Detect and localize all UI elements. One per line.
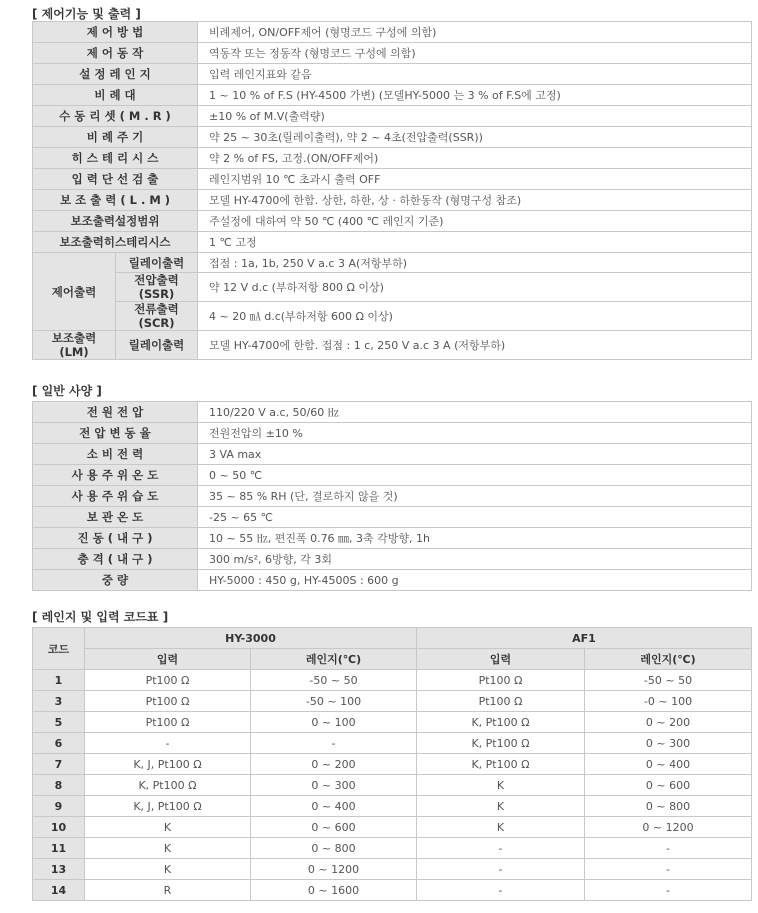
spec-label: 사 용 주 위 습 도 [33,486,198,507]
code-cell: 3 [33,691,85,712]
spec-row [33,570,752,591]
spec-row [33,232,752,253]
spec-label: 보 조 출 력 ( L . M ) [33,190,198,211]
range-code-table [32,627,752,901]
spec-value: 10 ~ 55 ㎐, 편진폭 0.76 ㎜, 3축 각방향, 1h [198,528,752,549]
spec-label-control-output: 제어출력 [33,253,116,331]
spec-value: 약 2 % of FS, 고정.(ON/OFF제어) [198,148,752,169]
spec-label: 비 례 주 기 [33,127,198,148]
code-cell: 8 [33,775,85,796]
table-row [33,880,752,901]
spec-row [33,169,752,190]
spec-value: 전원전압의 ±10 % [198,423,752,444]
spec-sublabel [116,302,198,331]
table-cell: - [585,859,752,880]
table-cell: 0 ~ 600 [585,775,752,796]
spec-value: 모델 HY-4700에 한함. 접점 : 1 c, 250 V a.c 3 A (저항부하) [198,331,752,360]
code-cell: 1 [33,670,85,691]
spec-value: HY-5000 : 450 g, HY-4500S : 600 g [198,570,752,591]
spec-row [33,273,752,302]
table-cell: Pt100 Ω [85,691,251,712]
spec-label: 제 어 방 법 [33,22,198,43]
spec-value: 3 VA max [198,444,752,465]
table-cell: 0 ~ 800 [585,796,752,817]
spec-label: 중 량 [33,570,198,591]
spec-row [33,331,752,360]
spec-value: 접점 : 1a, 1b, 250 V a.c 3 A(저항부하) [198,253,752,273]
spec-label-aux [33,331,116,360]
spec-label: 전 원 전 압 [33,402,198,423]
control-spec-table [32,21,752,360]
sub-header-input: 입력 [417,649,585,670]
spec-row [33,465,752,486]
table-cell: 0 ~ 400 [585,754,752,775]
spec-label: 비 례 대 [33,85,198,106]
code-cell: 7 [33,754,85,775]
table-cell: 0 ~ 400 [251,796,417,817]
spec-value: 주설정에 대하여 약 50 ℃ (400 ℃ 레인지 기준) [198,211,752,232]
spec-row [33,85,752,106]
spec-row [33,302,752,331]
spec-value: ±10 % of M.V(출력량) [198,106,752,127]
spec-label: 설 정 레 인 지 [33,64,198,85]
table-cell: K, Pt100 Ω [85,775,251,796]
section-title-general: [ 일반 사양 ] [32,384,102,398]
spec-label-line: 보조출력 [51,331,97,345]
section-title-codes: [ 레인지 및 입력 코드표 ] [32,610,169,624]
table-row [33,838,752,859]
table-cell: K [417,796,585,817]
spec-label: 진 동 ( 내 구 ) [33,528,198,549]
sub-header-range: 레인지(℃) [585,649,752,670]
spec-row [33,444,752,465]
code-cell: 5 [33,712,85,733]
spec-label-line: (LM) [59,345,89,359]
spec-row [33,22,752,43]
spec-value: 35 ~ 85 % RH (단, 결로하지 않을 것) [198,486,752,507]
table-row [33,670,752,691]
spec-value: 300 m/s², 6방향, 각 3회 [198,549,752,570]
table-cell: 0 ~ 200 [585,712,752,733]
table-cell: - [417,838,585,859]
table-cell: - [417,859,585,880]
spec-label: 충 격 ( 내 구 ) [33,549,198,570]
spec-value: 1 ℃ 고정 [198,232,752,253]
spec-label: 사 용 주 위 온 도 [33,465,198,486]
general-spec-table [32,401,752,591]
spec-label: 보조출력히스테리시스 [33,232,198,253]
spec-label: 제 어 동 작 [33,43,198,64]
table-cell: 0 ~ 200 [251,754,417,775]
code-cell: 13 [33,859,85,880]
spec-row [33,148,752,169]
table-cell: - [585,838,752,859]
table-cell: 0 ~ 300 [251,775,417,796]
table-cell: Pt100 Ω [417,691,585,712]
table-cell: - [85,733,251,754]
spec-label: 히 스 테 리 시 스 [33,148,198,169]
table-cell: -0 ~ 100 [585,691,752,712]
spec-label: 보 관 온 도 [33,507,198,528]
table-cell: -50 ~ 50 [251,670,417,691]
spec-value: 약 25 ~ 30초(릴레이출력), 약 2 ~ 4초(전압출력(SSR)) [198,127,752,148]
table-cell: Pt100 Ω [85,712,251,733]
spec-sublabel-line: (SCR) [138,316,175,330]
spec-value: 110/220 V a.c, 50/60 ㎐ [198,402,752,423]
spec-value: 비례제어, ON/OFF제어 (형명코드 구성에 의함) [198,22,752,43]
spec-row [33,190,752,211]
code-cell: 10 [33,817,85,838]
table-cell: Pt100 Ω [85,670,251,691]
table-cell: 0 ~ 1200 [251,859,417,880]
sub-header-input: 입력 [85,649,251,670]
spec-value: 4 ~ 20 ㎃ d.c(부하저항 600 Ω 이상) [198,302,752,331]
spec-label: 보조출력설정범위 [33,211,198,232]
spec-sublabel-line: 전압출력 [134,273,179,287]
table-cell: 0 ~ 300 [585,733,752,754]
spec-value: 약 12 V d.c (부하저항 800 Ω 이상) [198,273,752,302]
table-cell: - [417,880,585,901]
table-cell: K [85,859,251,880]
spec-row [33,528,752,549]
table-cell: K, Pt100 Ω [417,733,585,754]
spec-sublabel-line: 전류출력 [134,302,179,316]
spec-row [33,106,752,127]
table-cell: 0 ~ 100 [251,712,417,733]
table-row [33,859,752,880]
spec-label: 소 비 전 력 [33,444,198,465]
spec-row [33,486,752,507]
code-cell: 6 [33,733,85,754]
table-cell: K [85,817,251,838]
group-header-af1: AF1 [417,628,752,649]
table-cell: 0 ~ 1200 [585,817,752,838]
spec-label: 수 동 리 셋 ( M . R ) [33,106,198,127]
table-cell: 0 ~ 800 [251,838,417,859]
table-cell: K [417,775,585,796]
spec-row [33,402,752,423]
spec-value: 1 ~ 10 % of F.S (HY-4500 가변) (모델HY-5000 는 3 % of F.S에 고정) [198,85,752,106]
code-column-header: 코드 [33,628,85,670]
table-cell: 0 ~ 1600 [251,880,417,901]
spec-row [33,253,752,273]
spec-row [33,64,752,85]
code-cell: 14 [33,880,85,901]
spec-value: 레인지범위 10 ℃ 초과시 출력 OFF [198,169,752,190]
code-cell: 11 [33,838,85,859]
spec-value: 0 ~ 50 ℃ [198,465,752,486]
spec-sublabel [116,273,198,302]
spec-row [33,423,752,444]
spec-sublabel: 릴레이출력 [116,331,198,360]
spec-row [33,211,752,232]
spec-value: 모델 HY-4700에 한함. 상한, 하한, 상 · 하한동작 (형명구성 참조) [198,190,752,211]
spec-row [33,127,752,148]
table-cell: 0 ~ 600 [251,817,417,838]
table-row [33,691,752,712]
table-row [33,796,752,817]
table-cell: - [251,733,417,754]
spec-value: 입력 레인지표와 같음 [198,64,752,85]
sub-header-range: 레인지(℃) [251,649,417,670]
spec-sublabel: 릴레이출력 [116,253,198,273]
table-row [33,712,752,733]
spec-sublabel-line: (SSR) [138,287,175,301]
table-cell: K, Pt100 Ω [417,754,585,775]
section-title-control: [ 제어기능 및 출력 ] [32,7,141,21]
table-cell: - [585,880,752,901]
code-cell: 9 [33,796,85,817]
table-cell: K, J, Pt100 Ω [85,754,251,775]
table-row [33,733,752,754]
table-row [33,775,752,796]
spec-value: 역동작 또는 정동작 (형명코드 구성에 의함) [198,43,752,64]
table-cell: K [417,817,585,838]
table-cell: K, J, Pt100 Ω [85,796,251,817]
table-cell: R [85,880,251,901]
spec-label: 입 력 단 선 검 출 [33,169,198,190]
spec-row [33,507,752,528]
table-cell: K [85,838,251,859]
table-cell: -50 ~ 100 [251,691,417,712]
spec-row [33,549,752,570]
group-header-hy3000: HY-3000 [85,628,417,649]
table-row [33,817,752,838]
spec-row [33,43,752,64]
spec-value: -25 ~ 65 ℃ [198,507,752,528]
spec-label: 전 압 변 동 율 [33,423,198,444]
table-cell: K, Pt100 Ω [417,712,585,733]
table-cell: -50 ~ 50 [585,670,752,691]
table-row [33,754,752,775]
table-cell: Pt100 Ω [417,670,585,691]
